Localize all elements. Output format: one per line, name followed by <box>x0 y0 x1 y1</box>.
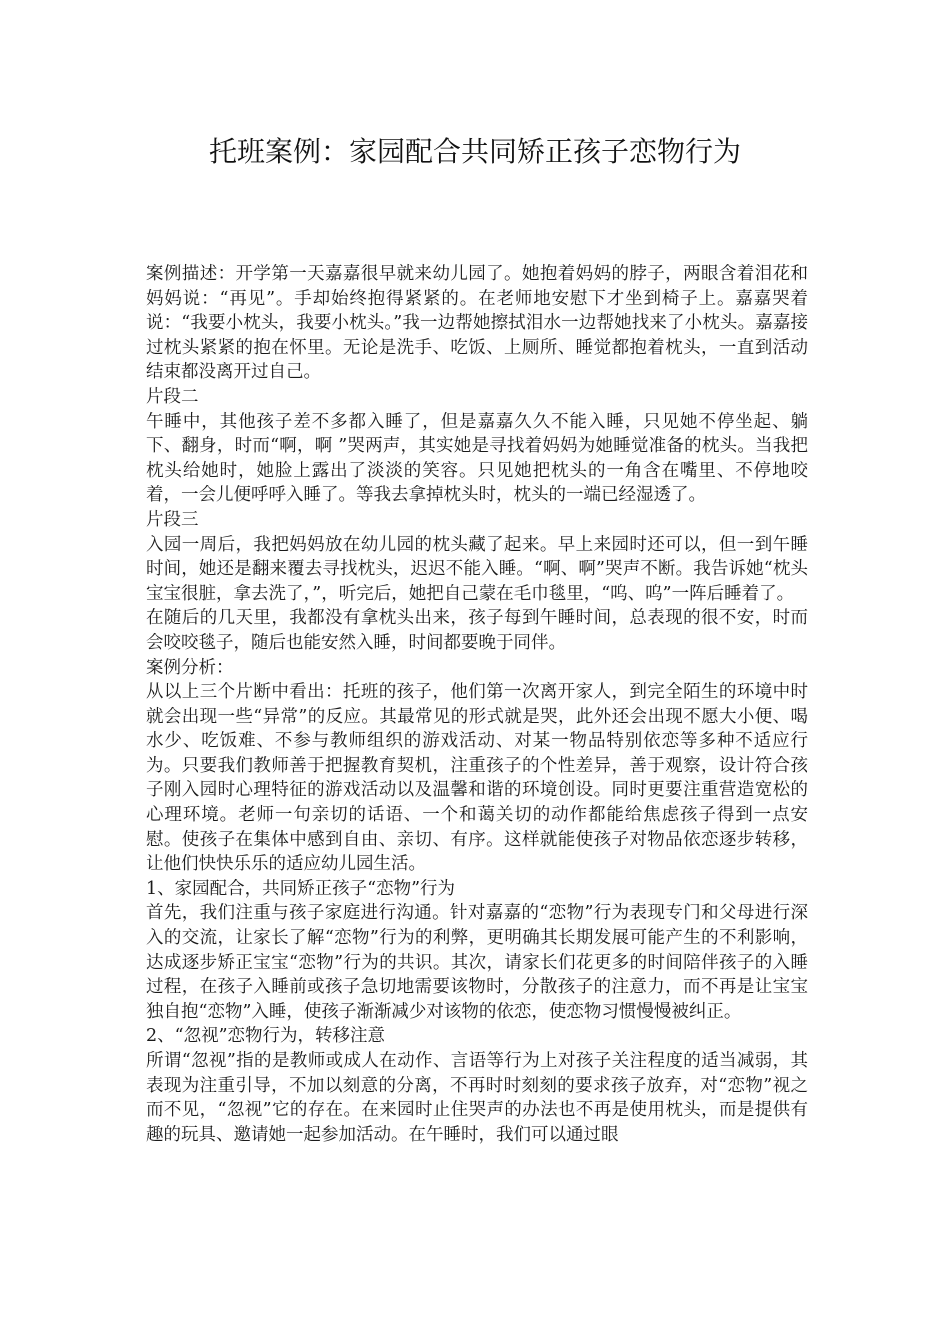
paragraph-section-two: 所谓“忽视”指的是教师或成人在动作、言语等行为上对孩子关注程度的适当减弱，其表现为注重引导，不加以刻意的分离，不再时时刻刻的要求孩子放弃，对“恋物”视之而不见，“忽视”它的存在。在来园时止住哭声的办法也不再是使用枕头，而是提供有趣的玩具、邀请她一起参加活动。在午睡时，我们可以通过眼 <box>146 1051 808 1145</box>
paragraph-section-one: 首先，我们注重与孩子家庭进行沟通。针对嘉嘉的“恋物”行为表现专门和父母进行深入的交流，让家长了解“恋物”行为的利弊，更明确其长期发展可能产生的不利影响，达成逐步矫正宝宝“恋物”行为的共识。其次，请家长们花更多的时间陪伴孩子的入睡过程，在孩子入睡前或孩子急切地需要该物时，分散孩子的注意力，而不再是让宝宝独自抱“恋物”入睡，使孩子渐渐减少对该物的依恋，使恋物习惯慢慢被纠正。 <box>146 903 808 1022</box>
paragraph-case-description: 案例描述：开学第一天嘉嘉很早就来幼儿园了。她抱着妈妈的脖子，两眼含着泪花和妈妈说：“再见”。手却始终抱得紧紧的。在老师地安慰下才坐到椅子上。嘉嘉哭着说：“我要小枕头，我要小枕头。”我一边帮她擦拭泪水一边帮她找来了小枕头。嘉嘉接过枕头紧紧的抱在怀里。无论是洗手、吃饭、上厕所、睡觉都抱着枕头，一直到活动结束都没离开过自己。 <box>146 264 808 383</box>
paragraph-case-analysis: 从以上三个片断中看出：托班的孩子，他们第一次离开家人，到完全陌生的环境中时就会出现一些“异常”的反应。其最常见的形式就是哭，此外还会出现不愿大小便、喝水少、吃饭难、不参与教师组织的游戏活动、对某一物品特别依恋等多种不适应行为。只要我们教师善于把握教育契机，注重孩子的个性差异，善于观察，设计符合孩子刚入园时心理特征的游戏活动以及温馨和谐的环境创设。同时更要注重营造宽松的心理环境。老师一句亲切的话语、一个和蔼关切的动作都能给焦虑孩子得到一点安慰。使孩子在集体中感到自由、亲切、有序。这样就能使孩子对物品依恋逐步转移，让他们快快乐乐的适应幼儿园生活。 <box>146 682 808 875</box>
paragraph-fragment-three: 入园一周后，我把妈妈放在幼儿园的枕头藏了起来。早上来园时还可以，但一到午睡时间，她还是翻来覆去寻找枕头，迟迟不能入睡。“啊、啊”哭声不断。我告诉她“枕头宝宝很脏，拿去洗了，”，听完后，她把自己蒙在毛巾毯里，“呜、呜”一阵后睡着了。 <box>146 534 808 604</box>
heading-case-analysis: 案例分析： <box>146 657 234 678</box>
heading-fragment-two: 片段二 <box>146 386 199 407</box>
paragraph-following-days: 在随后的几天里，我都没有拿枕头出来，孩子每到午睡时间，总表现的很不安，时而会咬咬毯子，随后也能安然入睡，时间都要晚于同伴。 <box>146 608 808 653</box>
document-title: 托班案例：家园配合共同矫正孩子恋物行为 <box>208 135 741 168</box>
paragraph-fragment-two: 午睡中，其他孩子差不多都入睡了，但是嘉嘉久久不能入睡，只见她不停坐起、躺下、翻身，时而“啊，啊 ”哭两声，其实她是寻找着妈妈为她睡觉准备的枕头。当我把枕头给她时，她脸上露出了淡淡的笑容。只见她把枕头的一角含在嘴里、不停地咬着，一会儿便呼呼入睡了。等我去拿掉枕头时，枕头的一端已经湿透了。 <box>146 411 808 506</box>
document-body <box>146 262 808 1147</box>
heading-fragment-three: 片段三 <box>146 509 199 530</box>
heading-section-one: 1、家园配合，共同矫正孩子“恋物”行为 <box>146 878 456 899</box>
heading-section-two: 2、“忽视”恋物行为，转移注意 <box>146 1026 386 1047</box>
